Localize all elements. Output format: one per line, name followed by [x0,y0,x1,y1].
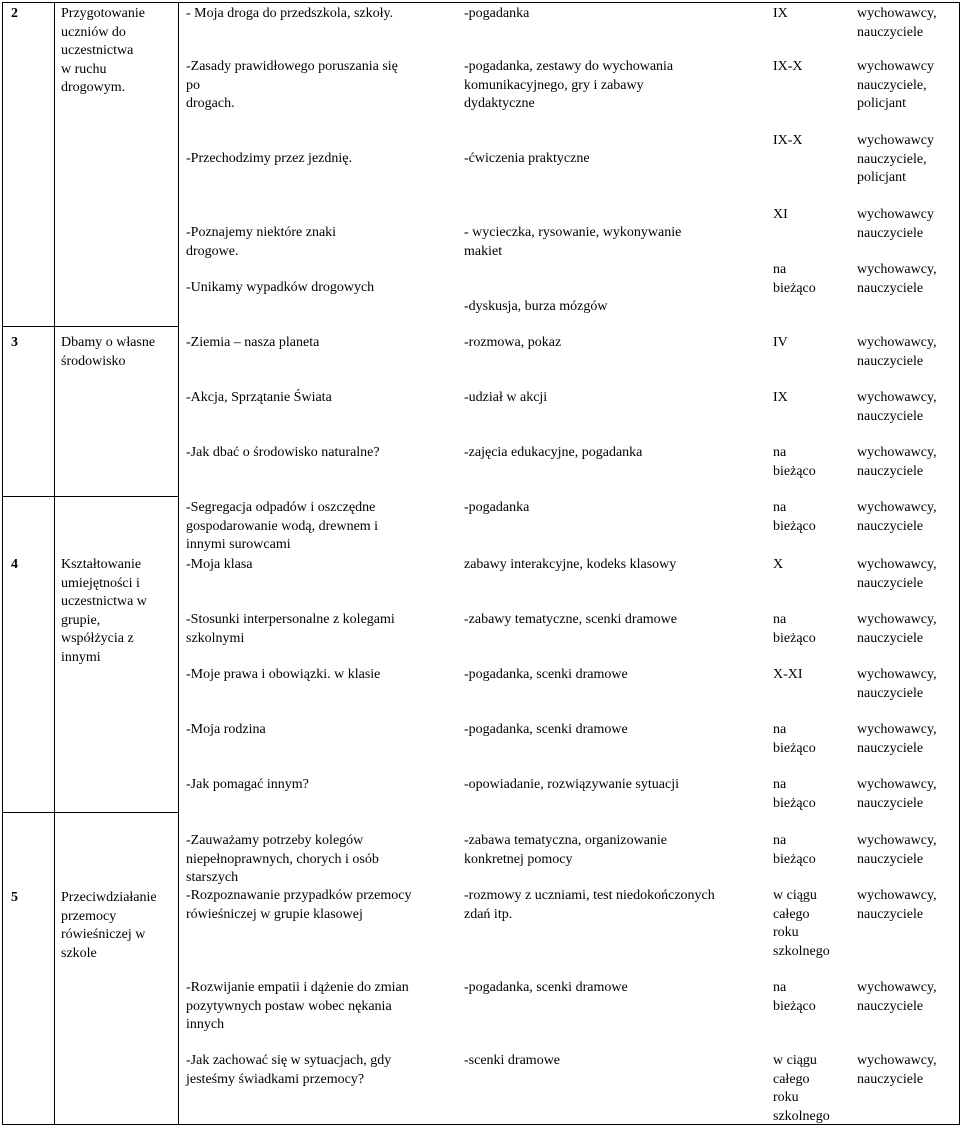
responsible-text: wychowawcy, nauczyciele [857,980,937,1014]
topic-text: -Zasady prawidłowego poruszania się po drogach. [186,59,398,111]
term-text: na bieżąco [773,980,816,1014]
responsible-text: wychowawcy, nauczyciele [857,335,937,369]
row-number: 2 [11,6,18,21]
row-number: 4 [11,557,18,572]
term-text: na bieżąco [773,445,816,479]
form-text: - wycieczka, rysowanie, wykonywanie makiet [464,225,682,259]
topic-text: -Przechodzimy przez jezdnię. [186,151,352,166]
form-text: zabawy interakcyjne, kodeks klasowy [464,557,677,572]
topic-text: -Ziemia – nasza planeta [186,335,320,350]
term-text: IX-X [773,59,803,74]
section-title: Przygotowanie uczniów do uczestnictwa w ruchu drogowym. [61,6,145,95]
form-text: -zabawa tematyczna, organizowanie konkretnej pomocy [464,833,668,867]
row-divider [2,326,178,327]
responsible-text: wychowawcy, nauczyciele [857,722,937,756]
term-text: IV [773,335,788,350]
responsible-text: wychowawcy, nauczyciele [857,445,937,479]
term-text: na bieżąco [773,722,816,756]
form-text: -dyskusja, burza mózgów [464,299,608,314]
topic-text: -Unikamy wypadków drogowych [186,280,375,295]
form-text: -pogadanka, zestawy do wychowania komunikacyjnego, gry i zabawy dydaktyczne [464,59,674,111]
term-text: IX [773,6,788,21]
form-text: -pogadanka [464,6,530,21]
term-text: IX [773,390,788,405]
topic-text: -Jak zachować się w sytuacjach, gdy jesteśmy świadkami przemocy? [186,1053,392,1087]
form-text: -ćwiczenia praktyczne [464,151,590,166]
term-text: XI [773,207,788,222]
responsible-text: wychowawcy nauczyciele [857,207,934,241]
term-text: w ciągu całego roku szkolnego [773,888,830,959]
responsible-text: wychowawcy, nauczyciele [857,557,937,591]
term-text: na bieżąco [773,500,816,534]
form-text: -opowiadanie, rozwiązywanie sytuacji [464,777,679,792]
table-top-border [2,2,960,3]
term-text: X-XI [773,667,803,682]
topic-text: -Rozwijanie empatii i dążenie do zmian pozytywnych postaw wobec nękania innych [186,980,409,1032]
form-text: -pogadanka, scenki dramowe [464,722,628,737]
topic-text: -Segregacja odpadów i oszczędne gospodarowanie wodą, drewnem i innymi surowcami [186,500,379,552]
row-number: 5 [11,890,18,905]
row-divider [2,812,178,813]
topic-text: -Stosunki interpersonalne z kolegami szkolnymi [186,612,395,646]
form-text: -scenki dramowe [464,1053,561,1068]
topic-text: -Akcja, Sprzątanie Świata [186,390,332,405]
term-text: X [773,557,784,572]
form-text: -rozmowy z uczniami, test niedokończonych zdań itp. [464,888,715,922]
section-title: Przeciwdziałanie przemocy rówieśniczej w szkole [61,890,157,961]
section-title: Kształtowanie umiejętności i uczestnictwa w grupie, współżycia z innymi [61,557,147,665]
responsible-text: wychowawcy nauczyciele, policjant [857,133,934,185]
term-text: na bieżąco [773,833,816,867]
row-number: 3 [11,335,18,350]
responsible-text: wychowawcy, nauczyciele [857,888,937,922]
responsible-text: wychowawcy, nauczyciele [857,6,937,40]
form-text: -rozmowa, pokaz [464,335,562,350]
form-text: -zabawy tematyczne, scenki dramowe [464,612,678,627]
term-text: IX-X [773,133,803,148]
topic-text: -Poznajemy niektóre znaki drogowe. [186,225,337,259]
topic-text: -Moja klasa [186,557,253,572]
topic-text: -Moja rodzina [186,722,266,737]
responsible-text: wychowawcy, nauczyciele [857,1053,937,1087]
responsible-text: wychowawcy, nauczyciele [857,667,937,701]
topic-text: - Moja droga do przedszkola, szkoły. [186,6,394,21]
responsible-text: wychowawcy, nauczyciele [857,390,937,424]
form-text: -pogadanka, scenki dramowe [464,980,628,995]
topic-text: -Rozpoznawanie przypadków przemocy rówieśniczej w grupie klasowej [186,888,412,922]
responsible-text: wychowawcy, nauczyciele [857,262,937,296]
section-title: Dbamy o własne środowisko [61,335,156,369]
topic-text: -Jak pomagać innym? [186,777,309,792]
form-text: -zajęcia edukacyjne, pogadanka [464,445,643,460]
term-text: na bieżąco [773,262,816,296]
term-text: na bieżąco [773,777,816,811]
topic-text: -Moje prawa i obowiązki. w klasie [186,667,381,682]
responsible-text: wychowawcy, nauczyciele [857,612,937,646]
form-text: -pogadanka, scenki dramowe [464,667,628,682]
responsible-text: wychowawcy, nauczyciele [857,833,937,867]
responsible-text: wychowawcy nauczyciele, policjant [857,59,934,111]
row-divider [2,496,178,497]
column-divider [178,2,179,1125]
form-text: -pogadanka [464,500,530,515]
term-text: na bieżąco [773,612,816,646]
form-text: -udział w akcji [464,390,548,405]
responsible-text: wychowawcy, nauczyciele [857,500,937,534]
topic-text: -Zauważamy potrzeby kolegów niepełnoprawnych, chorych i osób starszych [186,833,379,885]
column-divider [54,2,55,1125]
term-text: w ciągu całego roku szkolnego [773,1053,830,1124]
responsible-text: wychowawcy, nauczyciele [857,777,937,811]
table-left-border [2,2,3,1125]
topic-text: -Jak dbać o środowisko naturalne? [186,445,380,460]
